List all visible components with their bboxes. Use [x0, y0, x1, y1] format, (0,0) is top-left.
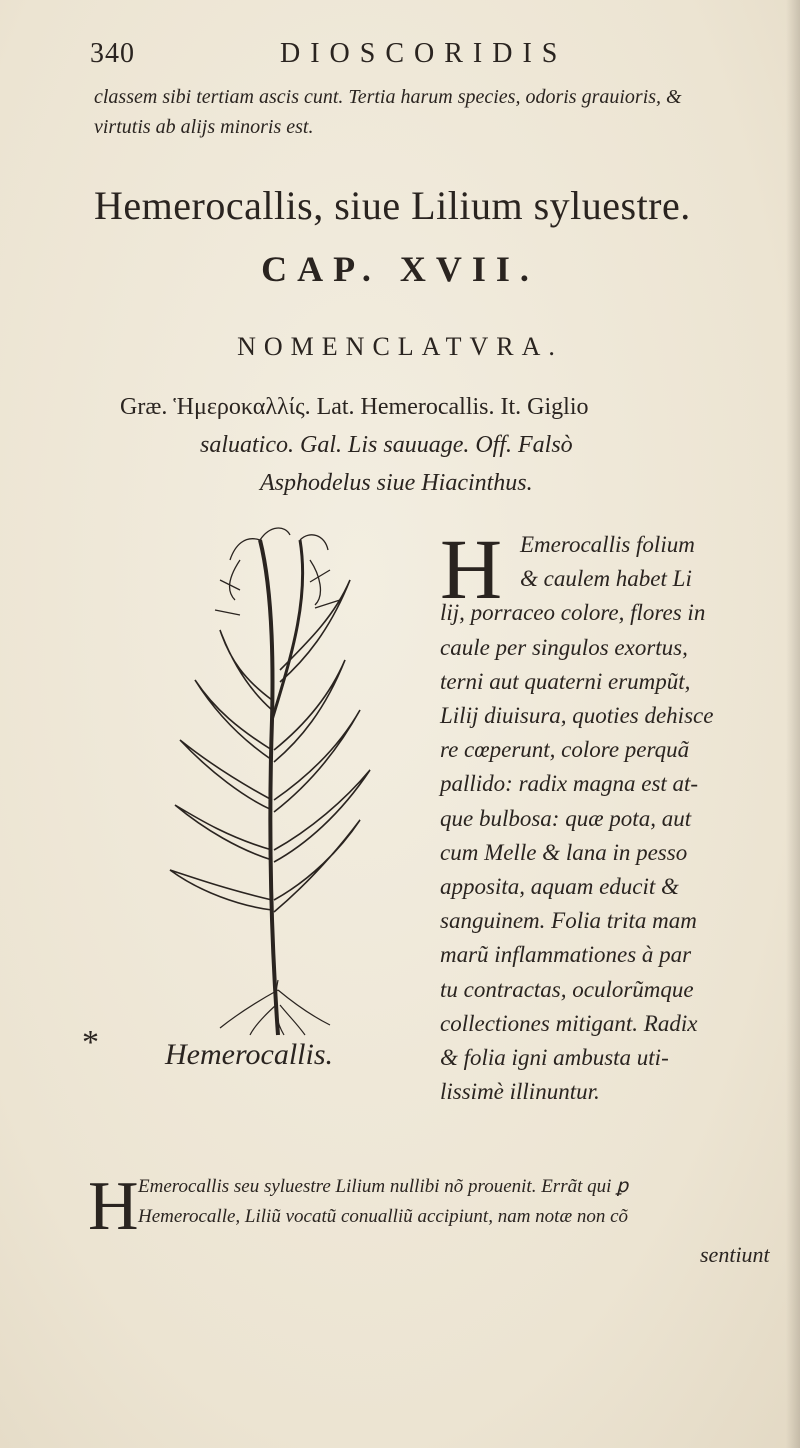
text-line: re cœperunt, colore perquã: [440, 737, 690, 763]
section-heading: NOMENCLATVRA.: [237, 332, 563, 361]
page-header: [90, 38, 730, 78]
nomenclature-line: Græ. Ἡμεροκαλλίς. Lat. Hemerocallis. It. Giglio: [120, 394, 589, 420]
text-line: Lilij diuisura, quoties dehisce: [440, 703, 714, 729]
text-line: caule per singulos exortus,: [440, 634, 688, 660]
carryover-text: [94, 82, 734, 142]
text-line: lissimè illinuntur.: [440, 1079, 600, 1105]
text-line: que bulbosa: quæ pota, aut: [440, 805, 692, 831]
figure-caption: Hemerocallis.: [165, 1038, 334, 1071]
nomenclature-line: saluatico. Gal. Lis sauuage. Off. Falsò: [200, 432, 573, 458]
text-line: pallido: radix magna est at-: [440, 771, 699, 797]
annotation-line: Emerocallis seu syluestre Lilium nullibi nõ prouenit. Errãt qui ꝑ: [138, 1176, 629, 1197]
carryover-line: virtutis ab alijs minoris est.: [94, 116, 314, 138]
chapter-title: Hemerocallis, siue Lilium syluestre.: [94, 183, 691, 228]
chapter-number: CAP. XVII.: [261, 249, 539, 289]
text-line: collectiones mitigant. Radix: [440, 1010, 698, 1036]
drop-capital: H: [440, 521, 503, 617]
running-head: DIOSCORIDIS: [280, 38, 568, 69]
plant-woodcut-illustration: [160, 520, 400, 1040]
main-text-column: [440, 521, 790, 1109]
text-line: & folia igni ambusta uti-: [440, 1045, 669, 1071]
text-line: lij, porraceo colore, flores in: [440, 600, 706, 626]
annotation-last-word: sentiunt: [700, 1242, 770, 1267]
annotation-drop-capital: H: [88, 1168, 139, 1245]
annotation-line: Hemerocalle, Liliũ vocatũ conualliũ accipiunt, nam notæ non cõ: [138, 1206, 629, 1227]
text-line: Emerocallis folium: [520, 532, 695, 557]
nomenclature-line: Asphodelus siue Hiacinthus.: [260, 470, 533, 496]
text-line: terni aut quaterni erumpũt,: [440, 668, 691, 694]
text-line: sanguinem. Folia trita mam: [440, 908, 697, 934]
annotation-block: [88, 1168, 788, 1270]
page-number: 340: [90, 38, 135, 69]
nomenclature-block: [120, 388, 760, 502]
carryover-line: classem sibi tertiam ascis cunt. Tertia harum species, odoris grauioris, &: [94, 86, 682, 108]
text-line: tu contractas, oculorũmque: [440, 976, 694, 1002]
text-line: & caulem habet Li: [520, 566, 692, 592]
text-line: cum Melle & lana in pesso: [440, 839, 688, 865]
text-line: apposita, aquam educit &: [440, 874, 679, 900]
text-line: marũ inflammationes à par: [440, 942, 692, 968]
figure-asterisk: *: [82, 1024, 99, 1061]
